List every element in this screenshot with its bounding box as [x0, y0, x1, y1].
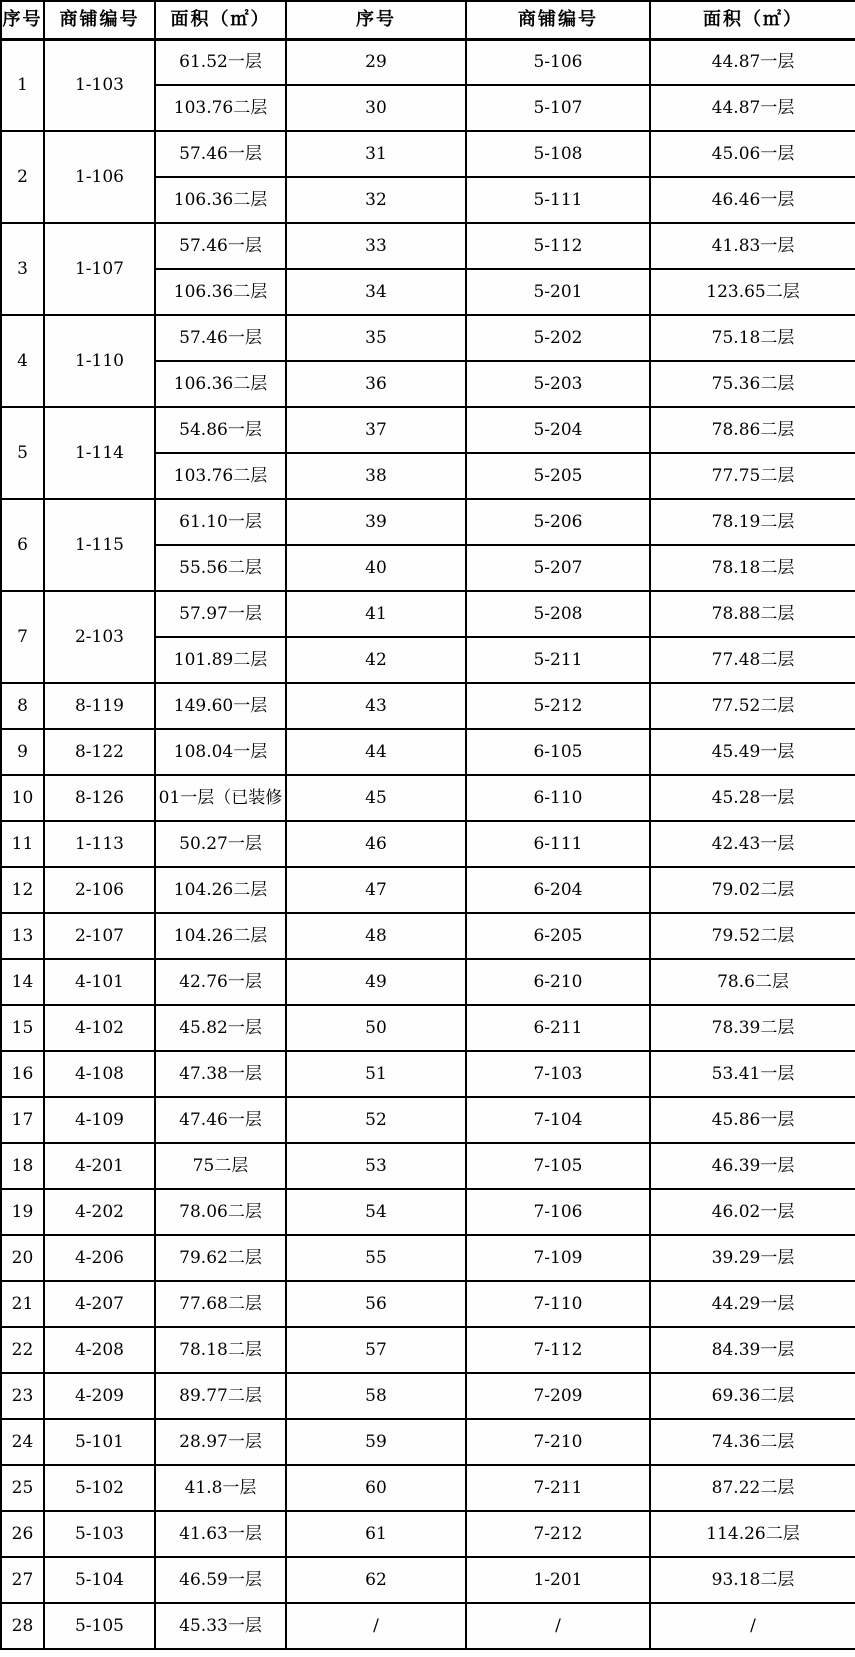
shop-cell: 7-211 — [466, 1465, 650, 1511]
seq-cell: 54 — [286, 1189, 466, 1235]
area-cell: 42.76一层 — [155, 959, 286, 1005]
shop-cell: 4-202 — [44, 1189, 155, 1235]
area-cell: 44.87一层 — [650, 85, 855, 131]
table-row — [1, 1143, 855, 1189]
shop-cell: 6-204 — [466, 867, 650, 913]
shop-cell: 6-211 — [466, 1005, 650, 1051]
table-row — [1, 683, 855, 729]
area-cell: 41.63一层 — [155, 1511, 286, 1557]
area-cell: 45.33一层 — [155, 1603, 286, 1649]
header-area-left: 面积（㎡） — [155, 1, 286, 39]
area-cell: 149.60一层 — [155, 683, 286, 729]
seq-cell: 32 — [286, 177, 466, 223]
area-cell: 78.39二层 — [650, 1005, 855, 1051]
shop-cell: 7-109 — [466, 1235, 650, 1281]
area-cell: 57.97一层 — [155, 591, 286, 637]
shop-cell: 6-110 — [466, 775, 650, 821]
area-cell: 44.29一层 — [650, 1281, 855, 1327]
shop-cell: 4-101 — [44, 959, 155, 1005]
seq-cell: / — [286, 1603, 466, 1649]
area-cell: 47.46一层 — [155, 1097, 286, 1143]
area-cell: 108.04一层 — [155, 729, 286, 775]
area-cell: 61.10一层 — [155, 499, 286, 545]
seq-cell: 59 — [286, 1419, 466, 1465]
table-body — [1, 39, 855, 1649]
seq-cell: 50 — [286, 1005, 466, 1051]
seq-cell: 27 — [1, 1557, 44, 1603]
shop-cell: 4-207 — [44, 1281, 155, 1327]
seq-cell: 37 — [286, 407, 466, 453]
area-cell: 57.46一层 — [155, 315, 286, 361]
area-cell: 41.83一层 — [650, 223, 855, 269]
seq-cell: 19 — [1, 1189, 44, 1235]
shop-cell: 7-105 — [466, 1143, 650, 1189]
table-row — [1, 1005, 855, 1051]
shop-cell: 5-108 — [466, 131, 650, 177]
area-cell: 78.88二层 — [650, 591, 855, 637]
shop-cell: 5-212 — [466, 683, 650, 729]
area-cell: 78.18二层 — [155, 1327, 286, 1373]
seq-cell: 36 — [286, 361, 466, 407]
seq-cell: 2 — [1, 131, 44, 223]
shop-cell: 5-105 — [44, 1603, 155, 1649]
shop-cell: 1-113 — [44, 821, 155, 867]
area-cell: 89.77二层 — [155, 1373, 286, 1419]
shop-cell: 4-208 — [44, 1327, 155, 1373]
area-cell: 75.36二层 — [650, 361, 855, 407]
area-cell: 79.62二层 — [155, 1235, 286, 1281]
area-cell: 28.97一层 — [155, 1419, 286, 1465]
seq-cell: 56 — [286, 1281, 466, 1327]
header-seq-right: 序号 — [286, 1, 466, 39]
table-row — [1, 407, 855, 453]
seq-cell: 39 — [286, 499, 466, 545]
area-cell: 78.86二层 — [650, 407, 855, 453]
seq-cell: 58 — [286, 1373, 466, 1419]
area-cell: 106.36二层 — [155, 269, 286, 315]
shop-cell: 5-107 — [466, 85, 650, 131]
header-shop-left: 商铺编号 — [44, 1, 155, 39]
shop-cell: 5-203 — [466, 361, 650, 407]
shop-cell: 1-110 — [44, 315, 155, 407]
shop-cell: / — [466, 1603, 650, 1649]
shop-cell: 1-114 — [44, 407, 155, 499]
area-cell: 01一层（已装修 — [155, 775, 286, 821]
seq-cell: 44 — [286, 729, 466, 775]
seq-cell: 53 — [286, 1143, 466, 1189]
shop-cell: 5-204 — [466, 407, 650, 453]
area-cell: 77.48二层 — [650, 637, 855, 683]
shop-cell: 2-106 — [44, 867, 155, 913]
seq-cell: 40 — [286, 545, 466, 591]
shop-cell: 8-122 — [44, 729, 155, 775]
shop-cell: 7-104 — [466, 1097, 650, 1143]
area-cell: 46.46一层 — [650, 177, 855, 223]
shop-cell: 8-119 — [44, 683, 155, 729]
table-row — [1, 1051, 855, 1097]
seq-cell: 38 — [286, 453, 466, 499]
seq-cell: 55 — [286, 1235, 466, 1281]
seq-cell: 24 — [1, 1419, 44, 1465]
seq-cell: 7 — [1, 591, 44, 683]
table-row — [1, 1603, 855, 1649]
shop-cell: 4-108 — [44, 1051, 155, 1097]
shop-cell: 7-103 — [466, 1051, 650, 1097]
area-cell: 77.68二层 — [155, 1281, 286, 1327]
shop-cell: 7-106 — [466, 1189, 650, 1235]
seq-cell: 10 — [1, 775, 44, 821]
seq-cell: 8 — [1, 683, 44, 729]
seq-cell: 3 — [1, 223, 44, 315]
table-row — [1, 729, 855, 775]
table-row — [1, 591, 855, 637]
area-cell: 78.6二层 — [650, 959, 855, 1005]
table-row — [1, 1373, 855, 1419]
shop-cell: 5-101 — [44, 1419, 155, 1465]
table-row — [1, 1557, 855, 1603]
area-cell: 45.06一层 — [650, 131, 855, 177]
shop-cell: 5-201 — [466, 269, 650, 315]
table-row — [1, 1097, 855, 1143]
seq-cell: 9 — [1, 729, 44, 775]
table-row — [1, 499, 855, 545]
header-seq-left: 序号 — [1, 1, 44, 39]
shop-cell: 5-206 — [466, 499, 650, 545]
area-cell: 46.02一层 — [650, 1189, 855, 1235]
area-cell: 55.56二层 — [155, 545, 286, 591]
shop-cell: 1-107 — [44, 223, 155, 315]
area-cell: 104.26二层 — [155, 867, 286, 913]
seq-cell: 51 — [286, 1051, 466, 1097]
shop-cell: 6-210 — [466, 959, 650, 1005]
seq-cell: 43 — [286, 683, 466, 729]
area-cell: 77.75二层 — [650, 453, 855, 499]
seq-cell: 33 — [286, 223, 466, 269]
seq-cell: 21 — [1, 1281, 44, 1327]
seq-cell: 11 — [1, 821, 44, 867]
seq-cell: 12 — [1, 867, 44, 913]
seq-cell: 41 — [286, 591, 466, 637]
area-cell: 44.87一层 — [650, 39, 855, 85]
seq-cell: 47 — [286, 867, 466, 913]
area-cell: 78.19二层 — [650, 499, 855, 545]
area-cell: 106.36二层 — [155, 177, 286, 223]
table-row — [1, 315, 855, 361]
area-cell: 69.36二层 — [650, 1373, 855, 1419]
area-cell: 45.49一层 — [650, 729, 855, 775]
area-cell: 61.52一层 — [155, 39, 286, 85]
table-row — [1, 1327, 855, 1373]
area-cell: / — [650, 1603, 855, 1649]
shop-cell: 1-103 — [44, 39, 155, 131]
seq-cell: 61 — [286, 1511, 466, 1557]
area-cell: 47.38一层 — [155, 1051, 286, 1097]
area-cell: 87.22二层 — [650, 1465, 855, 1511]
shop-cell: 4-109 — [44, 1097, 155, 1143]
area-cell: 75二层 — [155, 1143, 286, 1189]
table-row — [1, 913, 855, 959]
seq-cell: 18 — [1, 1143, 44, 1189]
seq-cell: 14 — [1, 959, 44, 1005]
header-area-right: 面积（㎡） — [650, 1, 855, 39]
table-row — [1, 867, 855, 913]
seq-cell: 62 — [286, 1557, 466, 1603]
seq-cell: 16 — [1, 1051, 44, 1097]
area-cell: 45.86一层 — [650, 1097, 855, 1143]
seq-cell: 6 — [1, 499, 44, 591]
shop-cell: 2-107 — [44, 913, 155, 959]
seq-cell: 13 — [1, 913, 44, 959]
seq-cell: 4 — [1, 315, 44, 407]
area-cell: 103.76二层 — [155, 85, 286, 131]
shop-cell: 6-105 — [466, 729, 650, 775]
seq-cell: 49 — [286, 959, 466, 1005]
header-shop-right: 商铺编号 — [466, 1, 650, 39]
seq-cell: 26 — [1, 1511, 44, 1557]
seq-cell: 48 — [286, 913, 466, 959]
table-row — [1, 39, 855, 85]
area-cell: 50.27一层 — [155, 821, 286, 867]
shop-cell: 5-112 — [466, 223, 650, 269]
area-cell: 57.46一层 — [155, 131, 286, 177]
area-cell: 106.36二层 — [155, 361, 286, 407]
table-row — [1, 775, 855, 821]
area-cell: 79.52二层 — [650, 913, 855, 959]
table-row — [1, 1189, 855, 1235]
shop-cell: 7-212 — [466, 1511, 650, 1557]
shop-cell: 5-111 — [466, 177, 650, 223]
seq-cell: 20 — [1, 1235, 44, 1281]
table-row — [1, 131, 855, 177]
shop-cell: 1-106 — [44, 131, 155, 223]
header-row — [1, 1, 855, 39]
table-row — [1, 1511, 855, 1557]
seq-cell: 29 — [286, 39, 466, 85]
seq-cell: 17 — [1, 1097, 44, 1143]
seq-cell: 60 — [286, 1465, 466, 1511]
seq-cell: 15 — [1, 1005, 44, 1051]
area-cell: 84.39一层 — [650, 1327, 855, 1373]
seq-cell: 25 — [1, 1465, 44, 1511]
area-cell: 104.26二层 — [155, 913, 286, 959]
area-cell: 77.52二层 — [650, 683, 855, 729]
shop-cell: 5-207 — [466, 545, 650, 591]
shop-cell: 6-111 — [466, 821, 650, 867]
shop-cell: 5-211 — [466, 637, 650, 683]
area-cell: 57.46一层 — [155, 223, 286, 269]
area-cell: 93.18二层 — [650, 1557, 855, 1603]
shop-cell: 7-210 — [466, 1419, 650, 1465]
shop-cell: 4-201 — [44, 1143, 155, 1189]
table-row — [1, 1281, 855, 1327]
table-row — [1, 223, 855, 269]
seq-cell: 31 — [286, 131, 466, 177]
area-cell: 46.59一层 — [155, 1557, 286, 1603]
area-cell: 78.06二层 — [155, 1189, 286, 1235]
area-cell: 45.28一层 — [650, 775, 855, 821]
area-cell: 42.43一层 — [650, 821, 855, 867]
shop-cell: 7-209 — [466, 1373, 650, 1419]
area-cell: 46.39一层 — [650, 1143, 855, 1189]
area-cell: 114.26二层 — [650, 1511, 855, 1557]
area-cell: 41.8一层 — [155, 1465, 286, 1511]
table-row — [1, 1465, 855, 1511]
shop-cell: 6-205 — [466, 913, 650, 959]
area-cell: 54.86一层 — [155, 407, 286, 453]
shop-cell: 4-206 — [44, 1235, 155, 1281]
area-cell: 53.41一层 — [650, 1051, 855, 1097]
shop-cell: 2-103 — [44, 591, 155, 683]
seq-cell: 57 — [286, 1327, 466, 1373]
shop-cell: 4-209 — [44, 1373, 155, 1419]
shop-cell: 5-205 — [466, 453, 650, 499]
seq-cell: 52 — [286, 1097, 466, 1143]
table-row — [1, 959, 855, 1005]
seq-cell: 34 — [286, 269, 466, 315]
shop-cell: 5-208 — [466, 591, 650, 637]
shop-cell: 5-102 — [44, 1465, 155, 1511]
seq-cell: 22 — [1, 1327, 44, 1373]
area-cell: 39.29一层 — [650, 1235, 855, 1281]
seq-cell: 5 — [1, 407, 44, 499]
shop-cell: 5-106 — [466, 39, 650, 85]
shop-cell: 7-110 — [466, 1281, 650, 1327]
shop-cell: 4-102 — [44, 1005, 155, 1051]
area-cell: 101.89二层 — [155, 637, 286, 683]
seq-cell: 1 — [1, 39, 44, 131]
table-row — [1, 1419, 855, 1465]
seq-cell: 46 — [286, 821, 466, 867]
area-cell: 74.36二层 — [650, 1419, 855, 1465]
shop-cell: 8-126 — [44, 775, 155, 821]
area-cell: 103.76二层 — [155, 453, 286, 499]
seq-cell: 28 — [1, 1603, 44, 1649]
seq-cell: 45 — [286, 775, 466, 821]
area-cell: 79.02二层 — [650, 867, 855, 913]
shop-cell: 5-103 — [44, 1511, 155, 1557]
area-cell: 75.18二层 — [650, 315, 855, 361]
shop-cell: 7-112 — [466, 1327, 650, 1373]
shop-cell: 1-115 — [44, 499, 155, 591]
area-cell: 123.65二层 — [650, 269, 855, 315]
shop-cell: 1-201 — [466, 1557, 650, 1603]
shop-cell: 5-202 — [466, 315, 650, 361]
seq-cell: 30 — [286, 85, 466, 131]
area-cell: 45.82一层 — [155, 1005, 286, 1051]
seq-cell: 35 — [286, 315, 466, 361]
shop-cell: 5-104 — [44, 1557, 155, 1603]
table-row — [1, 821, 855, 867]
area-cell: 78.18二层 — [650, 545, 855, 591]
seq-cell: 42 — [286, 637, 466, 683]
seq-cell: 23 — [1, 1373, 44, 1419]
table-row — [1, 1235, 855, 1281]
